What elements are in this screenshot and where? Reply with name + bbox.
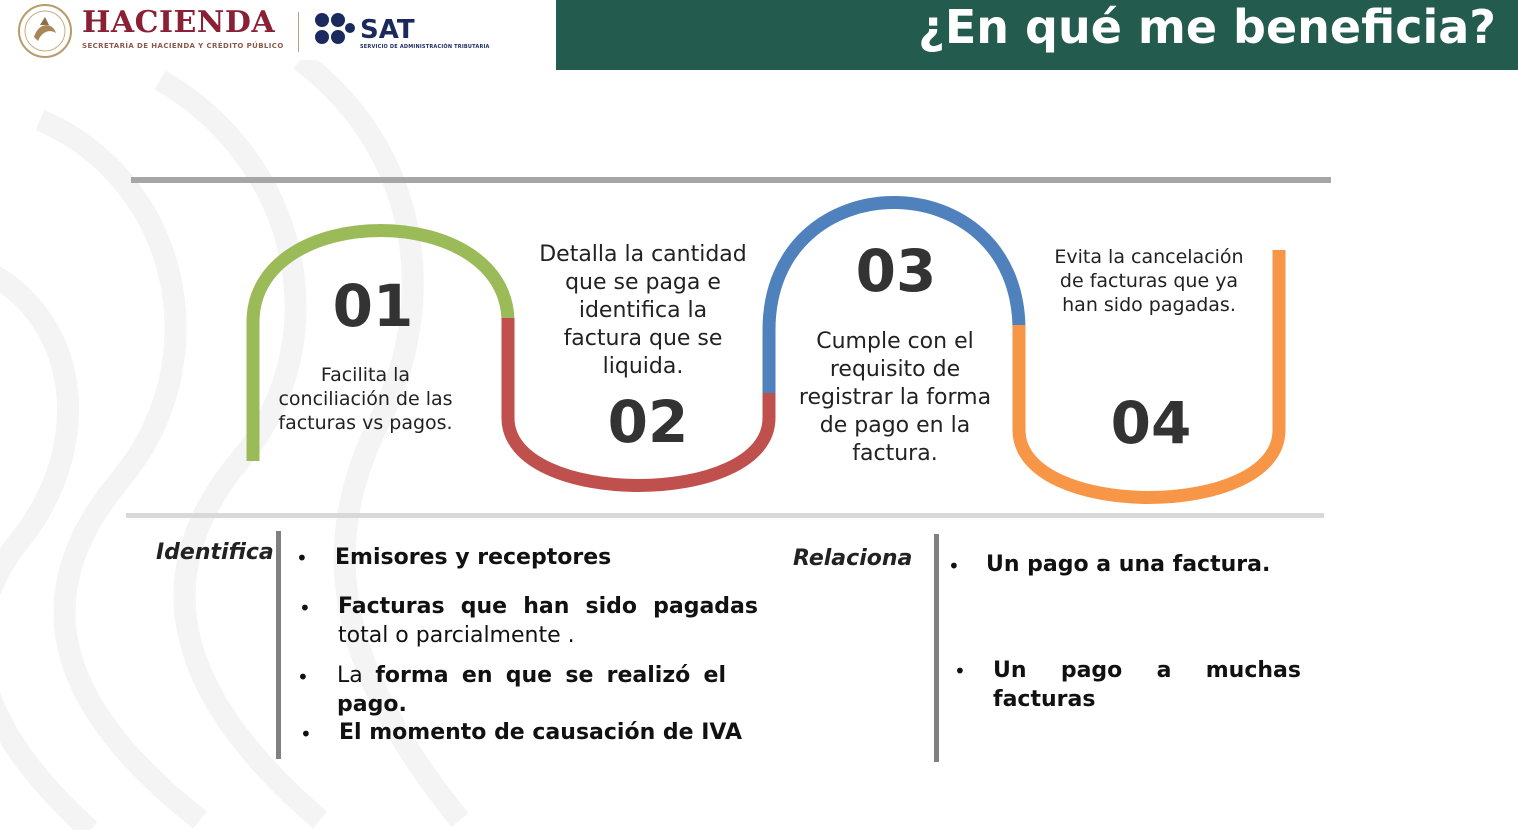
hacienda-wordmark: HACIENDA [82,5,276,40]
step-04-number: 04 [1110,389,1192,457]
step-03-number: 03 [855,237,937,305]
relaciona-label: Relaciona [793,546,913,571]
identifica-item-2 [338,592,758,650]
step-03-text: Cumple con el requisito de registrar la forma de pago en la factura. [798,329,992,466]
sat-subtitle: SERVICIO DE ADMINISTRACIÓN TRIBUTARIA [360,44,490,50]
step-02-text: Detalla la cantidad que se paga e identifica la factura que se liquida. [539,242,747,379]
identifica-item-2-bold: Facturas que han sido pagadas [338,594,758,619]
sat-wordmark: SAT [360,15,415,45]
identifica-item-3-pre: La [337,663,376,688]
bullet: • [296,546,308,570]
step-02-number: 02 [607,388,689,456]
step-01-number: 01 [332,272,414,340]
relaciona-item-1: Un pago a una factura. [986,552,1271,577]
identifica-item-3-line1 [337,661,726,690]
hacienda-subtitle: SECRETARÍA DE HACIENDA Y CRÉDITO PÚBLICO [82,42,284,50]
relaciona-item-2-line1: Un pago a muchas [993,658,1301,683]
identifica-item-3-bold-2: pago. [337,692,407,717]
bullet: • [948,554,960,578]
page-title: ¿En qué me beneficia? [918,0,1496,54]
bullet: • [297,665,309,689]
identifica-item-3 [337,661,726,719]
step-01-text: Facilita la conciliación de las facturas vs pagos. [278,364,453,434]
identifica-label: Identifica [156,540,274,565]
identifica-separator [276,531,281,759]
step-04-text: Evita la cancelación de facturas que ya han sido pagadas. [1054,246,1244,316]
identifica-item-2-rest: total o parcialmente . [338,623,575,648]
relaciona-item-2 [993,656,1301,714]
relaciona-item-2-line2: facturas [993,687,1096,712]
identifica-item-4: El momento de causación de IVA [339,720,742,745]
bullet: • [299,596,311,620]
bullet: • [954,659,966,683]
bullet: • [300,722,312,746]
relaciona-separator [934,534,939,762]
identifica-item-3-bold: forma en que se realizó el [375,663,726,688]
identifica-item-1: Emisores y receptores [335,545,612,570]
